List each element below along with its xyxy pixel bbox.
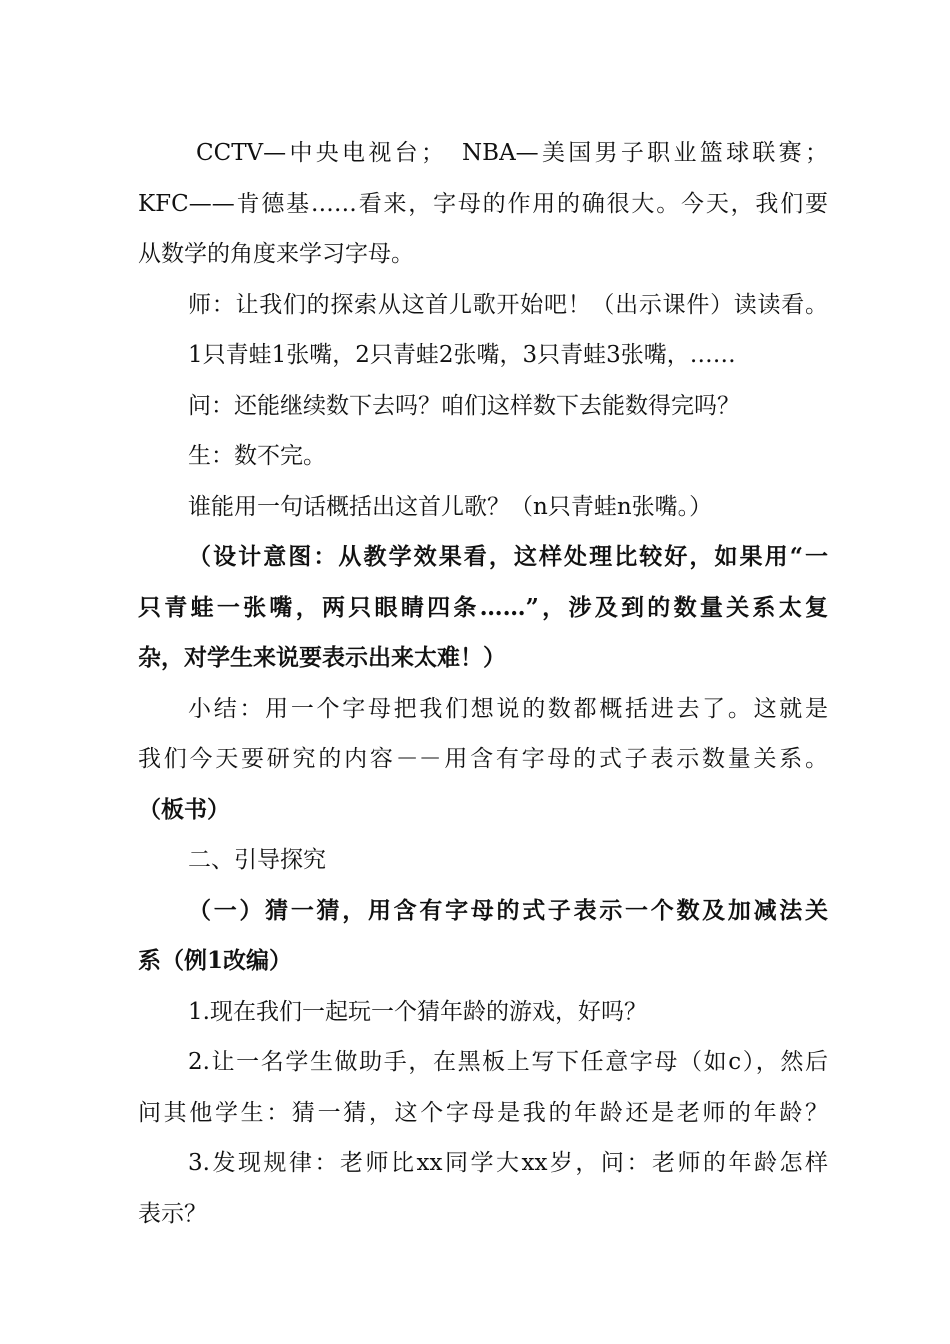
design-intent-line: （设计意图：从教学效果看，这样处理比较好，如果用“一 [188, 543, 828, 570]
paragraph-line: 师：让我们的探索从这首儿歌开始吧！（出示课件）读读看。 [188, 291, 828, 318]
paragraph-line: 问其他学生：猜一猜，这个字母是我的年龄还是老师的年龄？ [138, 1099, 828, 1126]
paragraph-line: 小结：用一个字母把我们想说的数都概括进去了。这就是 [188, 695, 828, 722]
paragraph-line: 2.让一名学生做助手，在黑板上写下任意字母（如c），然后 [188, 1049, 828, 1075]
paragraph-line: 1只青蛙1张嘴，2只青蛙2张嘴，3只青蛙3张嘴，…… [188, 342, 736, 368]
paragraph-line: 从数学的角度来学习字母。 [138, 241, 414, 267]
paragraph-line: KFC——肯德基……看来，字母的作用的确很大。今天，我们要 [138, 190, 828, 217]
paragraph-line: 1.现在我们一起玩一个猜年龄的游戏，好吗？ [188, 998, 647, 1025]
design-intent-line: 杂，对学生来说要表示出来太难！） [138, 644, 506, 671]
design-intent-line: 只青蛙一张嘴，两只眼睛四条……”，涉及到的数量关系太复 [138, 593, 828, 621]
paragraph-line: 谁能用一句话概括出这首儿歌？（n只青蛙n张嘴。） [188, 493, 713, 520]
subsection-heading: 系（例1改编） [138, 947, 293, 974]
paragraph-line: 生：数不完。 [188, 443, 326, 469]
paragraph-line: 表示？ [138, 1200, 207, 1227]
paragraph-line: 3.发现规律：老师比xx同学大xx岁，问：老师的年龄怎样 [188, 1150, 828, 1176]
paragraph-line: 问：还能继续数下去吗？咱们这样数下去能数得完吗？ [188, 392, 740, 419]
document-body [138, 128, 828, 1239]
section-heading: 二、引导探究 [188, 847, 326, 873]
paragraph-line: 我们今天要研究的内容－－用含有字母的式子表示数量关系。 [138, 746, 828, 772]
board-note: （板书） [138, 795, 230, 823]
paragraph-line: CCTV—中央电视台； NBA—美国男子职业篮球联赛； [196, 140, 828, 166]
subsection-heading: （一）猜一猜，用含有字母的式子表示一个数及加减法关 [188, 896, 828, 924]
